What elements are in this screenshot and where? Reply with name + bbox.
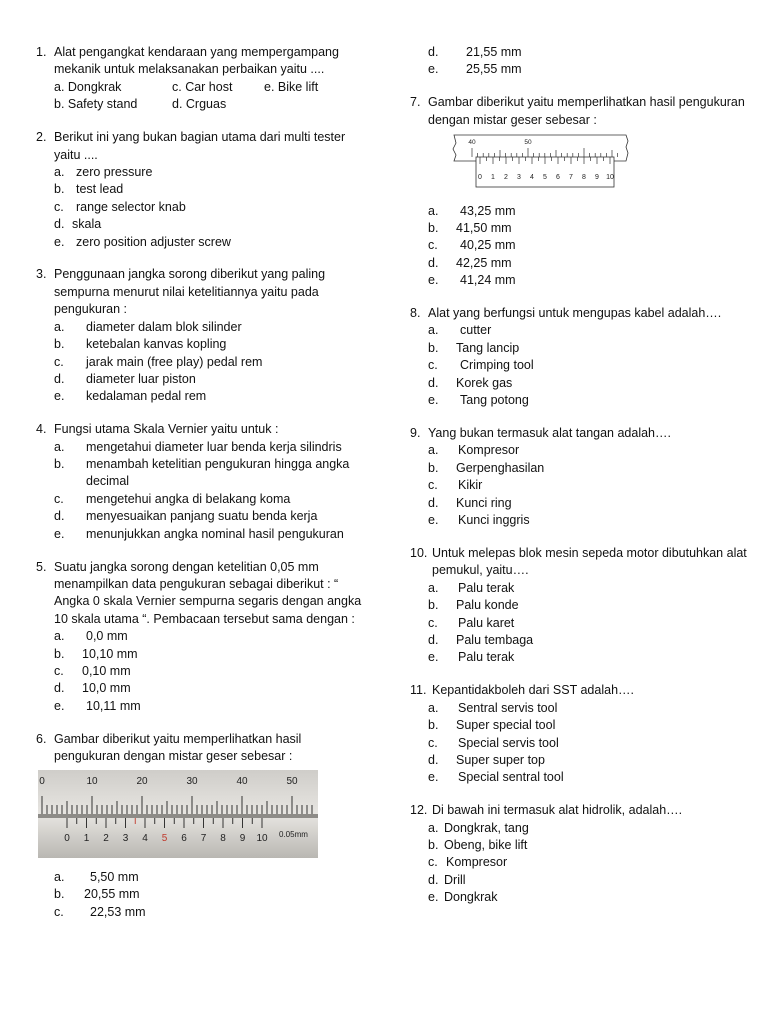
- option-text: Palu tembaga: [456, 632, 534, 647]
- vernier-scale-label: 4: [142, 832, 148, 844]
- option-b[interactable]: [428, 340, 750, 357]
- question-2: [36, 129, 366, 251]
- option-text: 21,55 mm: [466, 45, 522, 59]
- main-scale-label: 40: [468, 139, 476, 147]
- main-scale-label: 50: [286, 775, 298, 787]
- option-a[interactable]: [54, 439, 366, 456]
- option-c[interactable]: [54, 904, 366, 921]
- option-text: diameter luar piston: [86, 371, 196, 386]
- option-c[interactable]: c. Car host: [172, 79, 233, 94]
- vernier-scale-label: 7: [569, 174, 573, 182]
- option-e[interactable]: [428, 272, 750, 289]
- main-scale-label: 40: [236, 775, 248, 787]
- option-text: Palu terak: [458, 580, 515, 595]
- vernier-scale-label: 9: [595, 174, 599, 182]
- vernier-scale-label: 2: [504, 174, 508, 182]
- answer-options: [36, 628, 366, 715]
- option-text: Sentral servis tool: [458, 700, 558, 715]
- option-letter: e.: [428, 393, 439, 408]
- option-text: Kompresor: [458, 443, 520, 458]
- option-d[interactable]: [428, 632, 750, 649]
- answer-options: [410, 44, 750, 79]
- option-text: Special servis tool: [458, 735, 559, 750]
- vernier-scale-label: 10: [606, 174, 614, 182]
- vernier-scale-label: 4: [530, 174, 534, 182]
- option-text: 5,50 mm: [90, 869, 139, 884]
- option-text: ketebalan kanvas kopling: [86, 337, 227, 352]
- question-number: 5.: [36, 559, 47, 574]
- option-letter: a.: [428, 443, 439, 458]
- option-e[interactable]: [428, 769, 750, 786]
- option-text: Super special tool: [456, 718, 556, 733]
- option-text: Palu terak: [458, 650, 515, 665]
- option-text: Kunci inggris: [458, 513, 530, 528]
- option-c[interactable]: [54, 199, 366, 216]
- option-letter: d.: [428, 45, 439, 59]
- option-b[interactable]: [428, 717, 750, 734]
- main-scale-label: 50: [524, 139, 532, 147]
- option-letter: e.: [428, 62, 439, 77]
- question-text: Gambar diberikut yaitu memperlihatkan hasil pengukuran dengan mistar geser sebesar :: [54, 731, 302, 764]
- main-scale-label: 30: [186, 775, 198, 787]
- option-a[interactable]: [428, 700, 750, 717]
- question-number: 10.: [410, 545, 428, 560]
- answer-options: [36, 439, 366, 543]
- vernier-scale-label: 5: [161, 832, 168, 844]
- main-scale-label: 10: [86, 775, 98, 787]
- option-letter: c.: [54, 199, 64, 214]
- question-4: [36, 421, 366, 543]
- answer-options: [36, 319, 366, 406]
- option-letter: b.: [428, 340, 439, 355]
- option-text: 25,55 mm: [466, 62, 522, 77]
- answer-options: [410, 203, 750, 290]
- option-text: 20,55 mm: [84, 887, 140, 902]
- option-letter: d.: [54, 681, 65, 696]
- question-8: [410, 305, 750, 409]
- option-letter: b.: [54, 457, 65, 472]
- option-a[interactable]: [428, 820, 750, 837]
- option-letter: e.: [54, 389, 65, 404]
- question-number: 3.: [36, 267, 47, 282]
- option-text: Tang potong: [460, 393, 529, 408]
- question-number: 6.: [36, 731, 47, 746]
- option-text: 10,0 mm: [82, 681, 131, 696]
- option-b[interactable]: [428, 597, 750, 614]
- option-e[interactable]: [428, 61, 750, 78]
- option-d[interactable]: d. Crguas: [172, 97, 227, 112]
- answer-options: [36, 869, 366, 921]
- question-7: [410, 94, 750, 289]
- option-text: Palu konde: [456, 598, 519, 613]
- answer-options: [410, 442, 750, 529]
- option-d[interactable]: [428, 872, 750, 889]
- option-text: 10,11 mm: [86, 698, 141, 713]
- option-text: Gerpenghasilan: [456, 460, 545, 475]
- option-text: 41,50 mm: [456, 220, 512, 235]
- option-e[interactable]: e. Bike lift: [264, 79, 319, 94]
- answer-options: [36, 164, 366, 251]
- option-letter: a.: [54, 629, 65, 644]
- option-letter: b.: [428, 598, 439, 613]
- option-letter: e.: [428, 890, 439, 905]
- question-text: Suatu jangka sorong dengan ketelitian 0,05 mm menampilkan data pengukuran sebagai diberikut : “ Angka 0 skala Vernier sempurna segaris dengan angka 10 skala utama “. Pembacaan tersebut sama dengan :: [54, 559, 362, 626]
- question-text: Yang bukan termasuk alat tangan adalah….: [428, 426, 671, 440]
- question-1: [36, 44, 366, 114]
- option-text: 22,53 mm: [90, 904, 146, 919]
- vernier-scale-label: 9: [239, 832, 246, 844]
- vernier-scale-label: 1: [491, 174, 495, 182]
- option-letter: e.: [54, 234, 65, 249]
- option-b[interactable]: [54, 181, 366, 198]
- option-d[interactable]: [428, 495, 750, 512]
- option-b[interactable]: [54, 886, 366, 903]
- question-text: Alat yang berfungsi untuk mengupas kabel adalah….: [428, 306, 722, 321]
- option-a[interactable]: [54, 628, 366, 645]
- option-text: test lead: [76, 182, 124, 197]
- question-text: Kepantidakboleh dari SST adalah….: [432, 683, 634, 698]
- question-10: [410, 545, 750, 667]
- option-text: Obeng, bike lift: [444, 838, 528, 853]
- option-text: 43,25 mm: [460, 203, 516, 218]
- option-letter: c.: [428, 238, 438, 253]
- option-c[interactable]: [428, 357, 750, 374]
- option-c[interactable]: [54, 491, 366, 508]
- question-6: [36, 731, 366, 921]
- main-scale-label: 20: [136, 775, 148, 787]
- option-letter: b.: [428, 220, 439, 235]
- option-letter: a.: [428, 820, 439, 835]
- option-letter: e.: [428, 650, 439, 665]
- option-e[interactable]: [428, 649, 750, 666]
- option-letter: b.: [428, 460, 439, 475]
- option-c[interactable]: [428, 477, 750, 494]
- option-letter: b.: [54, 887, 65, 902]
- option-text: menambah ketelitian pengukuran hingga angka decimal: [86, 457, 350, 489]
- option-a[interactable]: [54, 869, 366, 886]
- left-column: [36, 44, 366, 937]
- option-b[interactable]: [428, 837, 750, 854]
- option-text: 40,25 mm: [460, 238, 516, 253]
- option-text: Dongkrak, tang: [444, 820, 529, 835]
- main-scale-label: 0: [39, 775, 45, 787]
- option-text: Tang lancip: [456, 340, 520, 355]
- vernier-scale-label: 0: [478, 174, 482, 182]
- vernier-scale-label: 3: [517, 174, 521, 182]
- option-text: Kompresor: [446, 855, 508, 870]
- option-text: 41,24 mm: [460, 273, 516, 288]
- vernier-scale-label: 8: [220, 832, 226, 844]
- vernier-scale-label: 10: [256, 832, 268, 844]
- vernier-scale-label: 5: [543, 174, 547, 182]
- option-letter: c.: [54, 664, 64, 678]
- option-text: Crimping tool: [460, 358, 534, 373]
- answer-options: [410, 700, 750, 787]
- question-number: 1.: [36, 45, 47, 59]
- option-letter: e.: [54, 698, 65, 713]
- option-letter: e.: [428, 273, 439, 288]
- option-text: 10,10 mm: [82, 646, 138, 661]
- option-letter: d.: [54, 509, 65, 524]
- vernier-scale-label: 0: [64, 832, 70, 844]
- option-text: range selector knab: [76, 199, 186, 214]
- option-letter: a.: [54, 439, 65, 454]
- option-letter: a.: [428, 203, 439, 218]
- option-letter: e.: [428, 513, 439, 528]
- option-letter: c.: [428, 735, 438, 750]
- option-b[interactable]: [428, 460, 750, 477]
- option-text: Special sentral tool: [458, 770, 564, 785]
- option-c[interactable]: [428, 237, 750, 254]
- question-text: Fungsi utama Skala Vernier yaitu untuk :: [54, 422, 279, 437]
- option-text: zero pressure: [76, 164, 153, 179]
- option-text: Drill: [444, 872, 466, 887]
- option-text: Kunci ring: [456, 495, 512, 510]
- option-letter: b.: [54, 182, 65, 197]
- vernier-scale-label: 2: [103, 832, 109, 844]
- option-letter: b.: [428, 838, 439, 853]
- vernier-scale-label: 6: [556, 174, 560, 182]
- precision-label: 0.05mm: [279, 829, 308, 839]
- question-text: Di bawah ini termasuk alat hidrolik, adalah….: [432, 803, 683, 818]
- answer-options: [410, 820, 750, 907]
- option-letter: d.: [428, 255, 439, 270]
- option-b[interactable]: b. Safety stand: [54, 97, 138, 112]
- option-letter: c.: [54, 354, 64, 369]
- question-11: [410, 682, 750, 786]
- question-12: [410, 802, 750, 906]
- option-b[interactable]: [428, 220, 750, 237]
- right-column: [410, 44, 750, 922]
- option-letter: c.: [428, 478, 438, 493]
- option-d[interactable]: [54, 508, 366, 525]
- option-letter: d.: [428, 632, 439, 647]
- caliper-drawing-figure: [448, 133, 750, 196]
- option-letter: a.: [428, 323, 439, 338]
- option-e[interactable]: [54, 698, 366, 715]
- option-letter: d.: [428, 375, 439, 390]
- vernier-caliper-drawing: [448, 133, 632, 191]
- option-e[interactable]: [54, 234, 366, 251]
- question-9: [410, 425, 750, 529]
- option-e[interactable]: [428, 392, 750, 409]
- option-text: 0,10 mm: [82, 664, 131, 678]
- question-number: 12.: [410, 803, 428, 818]
- option-letter: d.: [428, 752, 439, 767]
- option-letter: d.: [54, 371, 65, 386]
- question-number: 4.: [36, 422, 47, 437]
- option-text: Palu karet: [458, 615, 515, 630]
- option-a[interactable]: [54, 164, 366, 181]
- option-text: menunjukkan angka nominal hasil pengukuran: [86, 526, 344, 541]
- option-letter: b.: [428, 718, 439, 733]
- option-d[interactable]: [428, 375, 750, 392]
- question-5: [36, 559, 366, 716]
- option-b[interactable]: [54, 336, 366, 353]
- option-text: jarak main (free play) pedal rem: [86, 354, 263, 369]
- vernier-scale-label: 6: [181, 832, 187, 844]
- option-c[interactable]: [54, 354, 366, 371]
- option-text: 0,0 mm: [86, 629, 128, 644]
- option-text: Dongkrak: [444, 890, 498, 905]
- option-letter: e.: [54, 526, 65, 541]
- question-text: Penggunaan jangka sorong diberikut yang paling sempurna menurut nilai ketelitiannya yaitu pada pengukuran :: [54, 267, 326, 317]
- option-letter: a.: [54, 869, 65, 884]
- answer-options: [410, 580, 750, 667]
- option-letter: c.: [54, 904, 64, 919]
- option-letter: c.: [428, 855, 438, 870]
- option-letter: c.: [428, 358, 438, 373]
- option-letter: b.: [54, 337, 65, 352]
- slide-edge: [38, 814, 318, 818]
- option-letter: d.: [428, 872, 439, 887]
- question-number: 8.: [410, 306, 421, 321]
- question-3: [36, 266, 366, 405]
- option-d[interactable]: [54, 680, 366, 697]
- option-text: cutter: [460, 323, 492, 338]
- option-e[interactable]: [428, 512, 750, 529]
- option-c[interactable]: [428, 854, 750, 871]
- option-a[interactable]: [428, 203, 750, 220]
- option-text: Korek gas: [456, 375, 513, 390]
- option-a[interactable]: [428, 442, 750, 459]
- question-text: Berikut ini yang bukan bagian utama dari multi tester yaitu ....: [54, 130, 346, 162]
- option-letter: d.: [428, 495, 439, 510]
- question-6-continued: [410, 44, 750, 79]
- vernier-scale-label: 3: [122, 832, 129, 844]
- option-e[interactable]: [54, 388, 366, 405]
- option-text: kedalaman pedal rem: [86, 389, 207, 404]
- option-a[interactable]: [428, 580, 750, 597]
- option-text: zero position adjuster screw: [76, 234, 231, 249]
- option-letter: d.: [54, 217, 65, 232]
- option-letter: c.: [428, 615, 438, 630]
- option-text: diameter dalam blok silinder: [86, 319, 242, 334]
- answer-options: [410, 322, 750, 409]
- option-d[interactable]: [428, 255, 750, 272]
- option-letter: c.: [54, 491, 64, 506]
- option-letter: e.: [428, 770, 439, 785]
- option-letter: b.: [54, 646, 65, 661]
- option-d[interactable]: [54, 216, 366, 233]
- caliper-photo-figure: [38, 770, 366, 863]
- option-d[interactable]: [54, 371, 366, 388]
- vernier-scale-label: 7: [200, 832, 207, 844]
- option-text: mengetehui angka di belakang koma: [86, 491, 291, 506]
- vernier-scale-label: 1: [83, 832, 90, 844]
- option-a[interactable]: [54, 319, 366, 336]
- question-text: Gambar diberikut yaitu memperlihatkan hasil pengukuran dengan mistar geser sebesar :: [428, 95, 745, 127]
- option-c[interactable]: [428, 735, 750, 752]
- vernier-scale-label: 8: [582, 174, 586, 182]
- option-b[interactable]: [54, 456, 366, 491]
- option-text: 42,25 mm: [456, 255, 512, 270]
- option-e[interactable]: [54, 526, 366, 543]
- option-letter: a.: [428, 580, 439, 595]
- option-text: Super super top: [456, 752, 545, 767]
- option-d[interactable]: [428, 44, 750, 61]
- option-a[interactable]: [428, 322, 750, 339]
- option-b[interactable]: [54, 646, 366, 663]
- question-text: Untuk melepas blok mesin sepeda motor dibutuhkan alat pemukul, yaitu….: [432, 545, 747, 578]
- option-text: menyesuaikan panjang suatu benda kerja: [86, 509, 318, 524]
- option-c[interactable]: [54, 663, 366, 680]
- option-a[interactable]: a. Dongkrak: [54, 79, 122, 94]
- question-number: 11.: [410, 683, 427, 698]
- question-number: 2.: [36, 130, 47, 145]
- option-d[interactable]: [428, 752, 750, 769]
- option-letter: a.: [428, 700, 439, 715]
- option-e[interactable]: [428, 889, 750, 906]
- question-text: Alat pengangkat kendaraan yang mempergampang mekanik untuk melaksanakan perbaikan yaitu ....: [54, 45, 339, 77]
- option-text: Kikir: [458, 478, 483, 493]
- question-number: 9.: [410, 426, 421, 440]
- answer-options: [36, 79, 366, 114]
- option-letter: a.: [54, 319, 65, 334]
- option-c[interactable]: [428, 615, 750, 632]
- vernier-caliper-photo: [38, 770, 318, 858]
- option-letter: a.: [54, 164, 65, 179]
- question-number: 7.: [410, 95, 421, 110]
- option-text: skala: [72, 217, 102, 232]
- option-text: mengetahui diameter luar benda kerja silindris: [86, 439, 342, 454]
